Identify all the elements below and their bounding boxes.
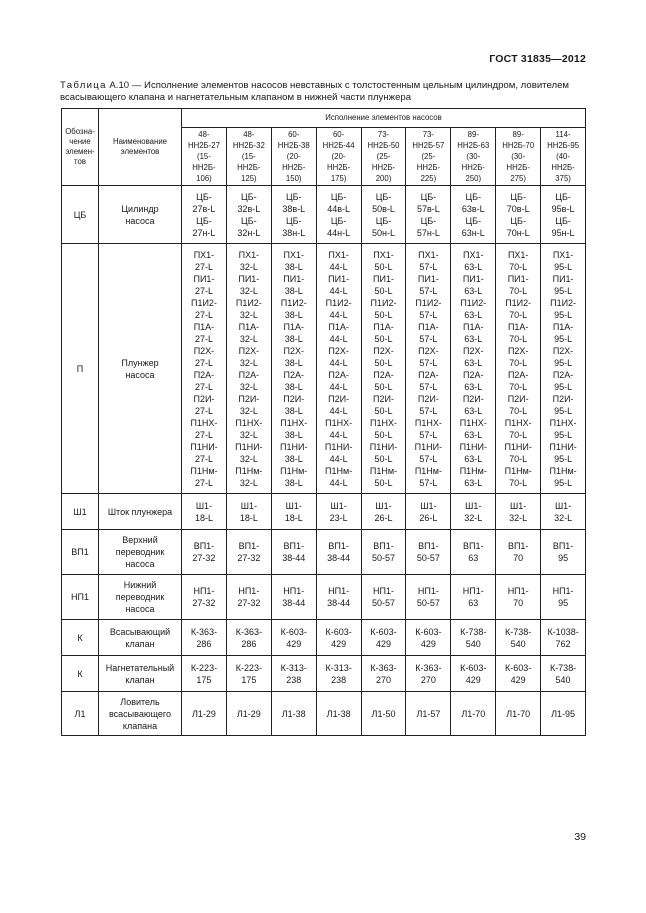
table-cell: Ш1- 32-L — [451, 494, 496, 530]
table-cell: Л1-50 — [361, 692, 406, 736]
element-code-cell: ВП1 — [62, 530, 99, 575]
element-code-cell: К — [62, 656, 99, 692]
element-name-cell: Нагнетательный клапан — [99, 656, 182, 692]
element-code-cell: Ш1 — [62, 494, 99, 530]
table-cell: ПХ1- 50-L ПИ1- 50-L П1И2- 50-L П1А- 50-L П2Х- 50-L П2А- 50-L П2И- 50-L П1НХ- 50-L П1НИ- 50-L П1Нм- 50-L — [361, 244, 406, 494]
variant-header: 89- НН2Б-63 (30- НН2Б- 250) — [451, 128, 496, 186]
table-cell: К-1038- 762 — [541, 620, 586, 656]
table-cell: Ш1- 32-L — [541, 494, 586, 530]
table-cell: К-313- 238 — [271, 656, 316, 692]
table-cell: ЦБ- 38в-L ЦБ- 38н-L — [271, 186, 316, 244]
element-name-cell: Шток плунжера — [99, 494, 182, 530]
table-row — [62, 530, 586, 575]
table-cell: НП1- 27-32 — [182, 575, 227, 620]
table-cell: К-313- 238 — [316, 656, 361, 692]
table-cell: К-363- 270 — [406, 656, 451, 692]
table-cell: ВП1- 50-57 — [361, 530, 406, 575]
table-cell: НП1- 70 — [496, 575, 541, 620]
table-cell: К-603- 429 — [316, 620, 361, 656]
table-cell: К-738- 540 — [541, 656, 586, 692]
table-cell: ПХ1- 70-L ПИ1- 70-L П1И2- 70-L П1А- 70-L П2Х- 70-L П2А- 70-L П2И- 70-L П1НХ- 70-L П1НИ- 70-L П1Нм- 70-L — [496, 244, 541, 494]
table-body — [62, 186, 586, 736]
table-cell: К-363- 270 — [361, 656, 406, 692]
standard-number: ГОСТ 31835—2012 — [489, 53, 586, 65]
variant-header: 114- НН2Б-95 (40- НН2Б- 375) — [541, 128, 586, 186]
variant-header: 73- НН2Б-50 (25- НН2Б- 200) — [361, 128, 406, 186]
element-name-cell: Ловитель всасывающего клапана — [99, 692, 182, 736]
table-cell: К-223- 175 — [226, 656, 271, 692]
variant-header: 48- НН2Б-27 (15- НН2Б- 106) — [182, 128, 227, 186]
element-code-cell: К — [62, 620, 99, 656]
table-cell: ПХ1- 38-L ПИ1- 38-L П1И2- 38-L П1А- 38-L П2Х- 38-L П2А- 38-L П2И- 38-L П1НХ- 38-L П1НИ- 38-L П1Нм- 38-L — [271, 244, 316, 494]
table-cell: НП1- 38-44 — [316, 575, 361, 620]
table-cell: ВП1- 50-57 — [406, 530, 451, 575]
element-name-cell: Цилиндр насоса — [99, 186, 182, 244]
table-caption-text: А.10 — Исполнение элементов насосов невставных с толстостенным цельным цилиндром, ловителем всасывающего клапана и нагнетательным клапаном в нижней части плунжера — [60, 80, 570, 103]
table-cell: ВП1- 38-44 — [316, 530, 361, 575]
table-cell: Ш1- 18-L — [182, 494, 227, 530]
variant-header: 73- НН2Б-57 (25- НН2Б- 225) — [406, 128, 451, 186]
table-cell: К-603- 429 — [496, 656, 541, 692]
table-cell: ЦБ- 32в-L ЦБ- 32н-L — [226, 186, 271, 244]
table-row — [62, 244, 586, 494]
element-name-cell: Плунжер насоса — [99, 244, 182, 494]
table-cell: ЦБ- 95в-L ЦБ- 95н-L — [541, 186, 586, 244]
table-cell: К-363- 286 — [226, 620, 271, 656]
table-caption — [60, 80, 600, 104]
table-cell: НП1- 50-57 — [406, 575, 451, 620]
table-header-row — [62, 109, 586, 128]
table-cell: ПХ1- 32-L ПИ1- 32-L П1И2- 32-L П1А- 32-L П2Х- 32-L П2А- 32-L П2И- 32-L П1НХ- 32-L П1НИ- 32-L П1Нм- 32-L — [226, 244, 271, 494]
table-row — [62, 620, 586, 656]
table-cell: Ш1- 26-L — [361, 494, 406, 530]
table-cell: Л1-57 — [406, 692, 451, 736]
table-row — [62, 494, 586, 530]
variant-header: 60- НН2Б-44 (20- НН2Б- 175) — [316, 128, 361, 186]
table-cell: Л1-38 — [271, 692, 316, 736]
col-header-designation: Обозна- чение элемен- тов — [62, 109, 99, 186]
table-cell: К-738- 540 — [451, 620, 496, 656]
table-cell: Ш1- 18-L — [271, 494, 316, 530]
table-cell: ЦБ- 50в-L ЦБ- 50н-L — [361, 186, 406, 244]
element-code-cell: П — [62, 244, 99, 494]
element-code-cell: НП1 — [62, 575, 99, 620]
table-cell: К-603- 429 — [361, 620, 406, 656]
element-name-cell: Всасывающий клапан — [99, 620, 182, 656]
table-cell: Л1-70 — [496, 692, 541, 736]
element-name-cell: Верхний переводник насоса — [99, 530, 182, 575]
table-cell: ПХ1- 44-L ПИ1- 44-L П1И2- 44-L П1А- 44-L П2Х- 44-L П2А- 44-L П2И- 44-L П1НХ- 44-L П1НИ- 44-L П1Нм- 44-L — [316, 244, 361, 494]
pump-elements-table — [61, 108, 586, 736]
element-name-cell: Нижний переводник насоса — [99, 575, 182, 620]
table-cell: К-603- 429 — [271, 620, 316, 656]
table-cell: НП1- 50-57 — [361, 575, 406, 620]
table-cell: К-223- 175 — [182, 656, 227, 692]
table-row — [62, 656, 586, 692]
col-header-name: Наименование элементов — [99, 109, 182, 186]
table-cell: Л1-29 — [226, 692, 271, 736]
table-cell: НП1- 38-44 — [271, 575, 316, 620]
element-code-cell: Л1 — [62, 692, 99, 736]
table-caption-label: Таблица — [60, 80, 107, 91]
table-cell: НП1- 95 — [541, 575, 586, 620]
table-cell: ЦБ- 44в-L ЦБ- 44н-L — [316, 186, 361, 244]
table-cell: Ш1- 23-L — [316, 494, 361, 530]
col-header-group: Исполнение элементов насосов — [182, 109, 586, 128]
table-cell: ВП1- 70 — [496, 530, 541, 575]
page-number: 39 — [574, 831, 586, 843]
table-cell: ЦБ- 27в-L ЦБ- 27н-L — [182, 186, 227, 244]
variant-header: 60- НН2Б-38 (20- НН2Б- 150) — [271, 128, 316, 186]
variant-header: 89- НН2Б-70 (30- НН2Б- 275) — [496, 128, 541, 186]
table-row — [62, 575, 586, 620]
table-row — [62, 692, 586, 736]
table-cell: ЦБ- 63в-L ЦБ- 63н-L — [451, 186, 496, 244]
table-cell: Ш1- 32-L — [496, 494, 541, 530]
table-cell: НП1- 63 — [451, 575, 496, 620]
table-cell: ЦБ- 57в-L ЦБ- 57н-L — [406, 186, 451, 244]
table-cell: ПХ1- 63-L ПИ1- 63-L П1И2- 63-L П1А- 63-L П2Х- 63-L П2А- 63-L П2И- 63-L П1НХ- 63-L П1НИ- 63-L П1Нм- 63-L — [451, 244, 496, 494]
table-row — [62, 186, 586, 244]
table-cell: К-363- 286 — [182, 620, 227, 656]
variant-header: 48- НН2Б-32 (15- НН2Б- 125) — [226, 128, 271, 186]
table-cell: ПХ1- 95-L ПИ1- 95-L П1И2- 95-L П1А- 95-L П2Х- 95-L П2А- 95-L П2И- 95-L П1НХ- 95-L П1НИ- 95-L П1Нм- 95-L — [541, 244, 586, 494]
table-cell: ВП1- 27-32 — [226, 530, 271, 575]
table-cell: Л1-29 — [182, 692, 227, 736]
table-cell: К-603- 429 — [406, 620, 451, 656]
table-cell: ПХ1- 27-L ПИ1- 27-L П1И2- 27-L П1А- 27-L П2Х- 27-L П2А- 27-L П2И- 27-L П1НХ- 27-L П1НИ- 27-L П1Нм- 27-L — [182, 244, 227, 494]
table-cell: ПХ1- 57-L ПИ1- 57-L П1И2- 57-L П1А- 57-L П2Х- 57-L П2А- 57-L П2И- 57-L П1НХ- 57-L П1НИ- 57-L П1Нм- 57-L — [406, 244, 451, 494]
table-cell: Л1-38 — [316, 692, 361, 736]
table-cell: К-603- 429 — [451, 656, 496, 692]
table-cell: ВП1- 63 — [451, 530, 496, 575]
table-cell: Ш1- 26-L — [406, 494, 451, 530]
table-cell: ЦБ- 70в-L ЦБ- 70н-L — [496, 186, 541, 244]
table-cell: ВП1- 27-32 — [182, 530, 227, 575]
element-code-cell: ЦБ — [62, 186, 99, 244]
table-cell: Л1-95 — [541, 692, 586, 736]
table-cell: Ш1- 18-L — [226, 494, 271, 530]
table-cell: ВП1- 38-44 — [271, 530, 316, 575]
table-cell: НП1- 27-32 — [226, 575, 271, 620]
table-cell: Л1-70 — [451, 692, 496, 736]
table-cell: ВП1- 95 — [541, 530, 586, 575]
table-cell: К-738- 540 — [496, 620, 541, 656]
